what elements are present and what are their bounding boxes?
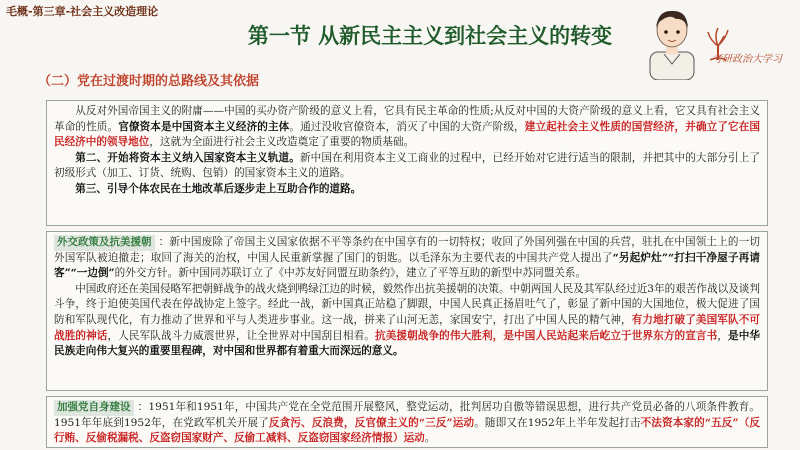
red-emphasis-text: 反贪污、反浪费，反官僚主义的“三反”运动 <box>268 416 475 429</box>
body-text: ，人民军队战斗力威震世界，让全世界对中国刮目相看。 <box>107 329 375 342</box>
body-text: 新中国在利用资本主义工商业的过程中，已经开始对它进行适当的限制，并把其中的大部分引上了初级形式（加工、订货、统购、包销）的国家资本主义的道路。 <box>54 151 761 180</box>
breadcrumb: 毛概-第三章-社会主义改造理论 <box>6 5 159 18</box>
bold-text: 是中华民族走向伟大复兴的重要里程碑，对中国和世界都有着重大而深远的意义。 <box>54 329 761 358</box>
bold-text: “另起炉灶”“打扫干净屋子再请客”“一边倒” <box>54 251 761 280</box>
paragraph <box>54 400 760 447</box>
red-emphasis-text: 不法资本家的“五反”（反行贿、反偷税漏税、反盗窃国家财产、反偷工减料、反盗窃国家经济情报）运动 <box>54 416 761 445</box>
paragraph <box>54 182 760 198</box>
red-emphasis-text: 有力地打破了美国军队不可战胜的神话 <box>54 313 760 342</box>
section-heading: （二）党在过渡时期的总路线及其依据 <box>38 74 260 89</box>
paragraph <box>54 151 760 182</box>
body-text: ，这就为全面进行社会主义改造奠定了重要的物质基础。 <box>149 136 415 149</box>
paragraph <box>54 104 760 151</box>
page-title: 第一节 从新民主主义到社会主义的转变 <box>247 24 613 48</box>
body-text: 。 <box>424 432 436 445</box>
bold-text: 官僚资本是中国资本主义经济的主体 <box>118 120 290 133</box>
paragraph-text <box>54 236 760 279</box>
content-box-foreign-policy <box>46 231 768 391</box>
bold-text: 第二、开始将资本主义纳入国家资本主义轨道。 <box>75 151 300 164</box>
paragraph-text <box>54 401 760 444</box>
avatar <box>640 4 704 80</box>
body-text: 。通过没收官僚资本，消灭了中国的大资产阶级， <box>289 120 525 133</box>
paragraph <box>54 235 760 282</box>
bold-text: 第三、引导个体农民在土地改革后逐步走上互助合作的道路。 <box>75 182 362 195</box>
paragraph <box>54 282 760 360</box>
section-label: 外交政策及抗美援朝 <box>54 235 155 251</box>
section-label: 加强党自身建设 <box>54 400 134 416</box>
content-box-party-building <box>46 396 768 448</box>
logo-text: 考研政治大学习 <box>712 54 782 65</box>
body-text: ：新中国废除了帝国主义国家依据不平等条约在中国享有的一切特权；收回了外国列强在中国的兵营，驻扎在中国领土上的一切外国军队被迫撤走；取回了海关的治权，中国人民重新掌握了国门的钥匙。以毛泽东为主要代表的中国共产党人提出了 <box>54 236 760 264</box>
red-emphasis-text: 建立起社会主义性质的国营经济，并确立了它在国民经济中的领导地位 <box>54 120 761 149</box>
red-emphasis-text: 抗美援朝战争的伟大胜利，是中国人民站起来后屹立于世界东方的宣言书 <box>374 329 718 342</box>
body-text: 的外交方针。新中国同苏联订立了《中苏友好同盟互助条约》，建立了平等互助的新型中苏同盟关系。 <box>114 267 587 280</box>
body-text: 中国政府还在美国侵略军把朝鲜战争的战火烧到鸭绿江边的时候，毅然作出抗美援朝的决策。中朝两国人民及其军队经过近3年的艰苦作战以及谈判斗争，终于迫使美国代表在停战协定上签字。经此一战，新中国真正站稳了脚跟，中国人民真正扬眉吐气了，彰显了新中国的大国地位，极大促进了国防和军队现代化，有力推动了世界和平与人类进步事业。这一战，拼来了山河无恙，家国安宁，打出了中国人民的精气神， <box>54 282 760 326</box>
body-text: ， <box>717 329 729 342</box>
body-text: ：1951年和1951年，中国共产党在全党范围开展整风，整党运动，批判居功自傲等错误思想，进行共产党员必备的八项条件教育。1951年年底到1952年，在党政军机关开展了 <box>54 401 760 429</box>
content-box-economy <box>46 100 768 226</box>
body-text: 从反对外国帝国主义的附庸——中国的买办资产阶级的意义上看，它具有民主革命的性质;从反对中国的大资产阶级的意义上看，它又具有社会主义革命的性质。 <box>54 105 760 133</box>
body-text: 。随即又在1952年上半年发起打击 <box>474 416 641 429</box>
